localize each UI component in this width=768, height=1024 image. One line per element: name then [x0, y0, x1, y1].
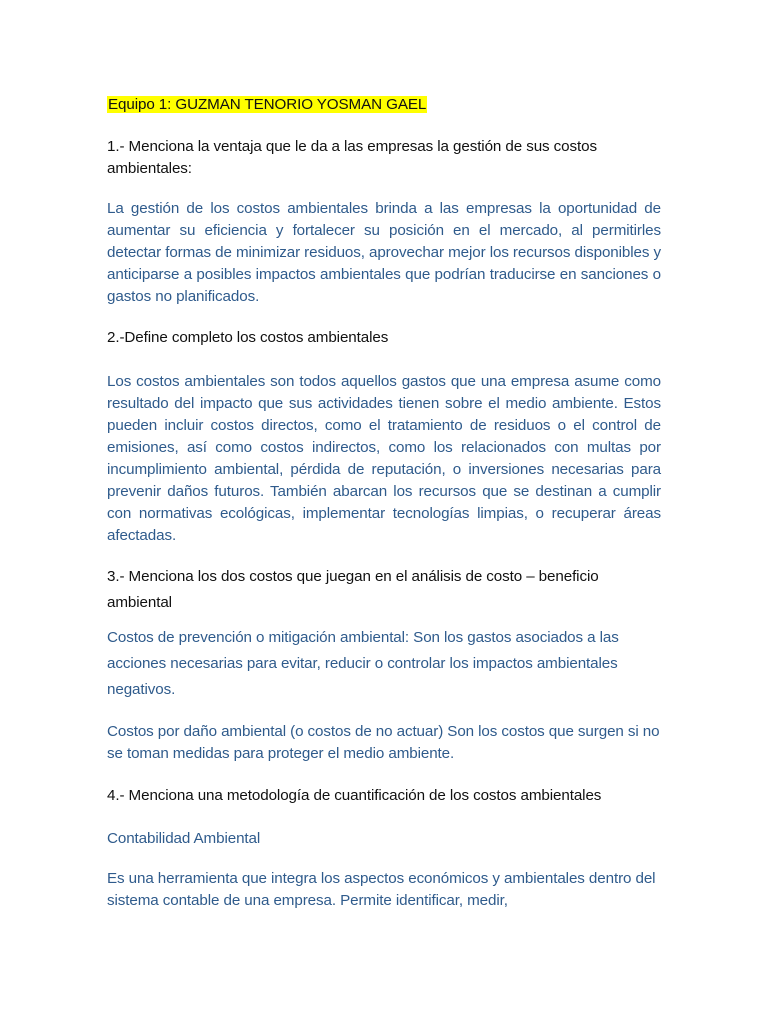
answer-3-damage: Costos por daño ambiental (o costos de no actuar) Son los costos que surgen si no se toman medidas para proteger el medio ambiente. — [107, 723, 660, 762]
question-2: 2.-Define completo los costos ambientales — [107, 329, 389, 346]
team-title-highlight: Equipo 1: GUZMAN TENORIO YOSMAN GAEL — [108, 96, 427, 113]
question-1: 1.- Menciona la ventaja que le da a las empresas la gestión de sus costos ambientales: — [107, 138, 597, 177]
answer-2: Los costos ambientales son todos aquellos gastos que una empresa asume como resultado del impacto que sus actividades tienen sobre el medio ambiente. Estos pueden incluir costos directos, como el tratamiento de residuos o el control de emisiones, así como costos indirectos, como los relacionados con multas por incumplimiento ambiental, pérdida de reputación, o inversiones necesarias para prevenir daños futuros. También abarcan los recursos que se destinan a cumplir con normativas ecológicas, implementar tecnologías limpias, o recuperar áreas afectadas. — [107, 373, 661, 544]
answer-4: Es una herramienta que integra los aspectos económicos y ambientales dentro del sistema contable de una empresa. Permite identificar, medir, — [107, 870, 656, 909]
answer-1: La gestión de los costos ambientales brinda a las empresas la oportunidad de aumentar su eficiencia y fortalecer su posición en el mercado, al permitirles detectar formas de minimizar residuos, aprovechar mejor los recursos disponibles y anticiparse a posibles impactos ambientales que podrían traducirse en sanciones o gastos no planificados. — [107, 200, 661, 305]
team-title — [107, 95, 427, 115]
answer-4-method: Contabilidad Ambiental — [107, 830, 261, 847]
question-3: 3.- Menciona los dos costos que juegan en el análisis de costo – beneficio ambiental — [107, 568, 599, 611]
question-4: 4.- Menciona una metodología de cuantificación de los costos ambientales — [107, 787, 602, 804]
answer-3-prevention: Costos de prevención o mitigación ambiental: Son los gastos asociados a las acciones necesarias para evitar, reducir o controlar los impactos ambientales negativos. — [107, 629, 619, 698]
